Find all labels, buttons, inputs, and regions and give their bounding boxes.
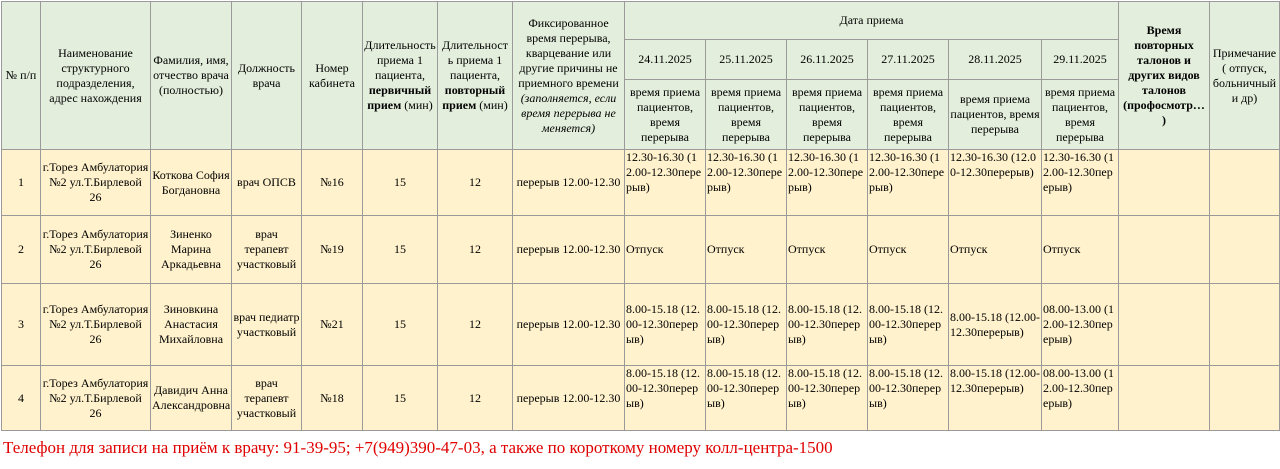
cell-day: 8.00-15.18 (12.00-12.30перерыв) [706,366,787,431]
cell-cabinet: №16 [302,150,363,216]
header-duration-repeat-text: Длительност ь приема 1 пациента, [442,38,508,82]
cell-position: врач терапевт участковый [232,216,302,284]
table-row [2,150,1280,216]
cell-duration-repeat: 12 [438,216,513,284]
header-break-text: Фиксированное время перерыва, кварцевание или другие причины не приемного времени [518,15,619,90]
cell-note [1210,150,1280,216]
header-duration-repeat [438,2,513,150]
cell-day: Отпуск [1042,216,1119,284]
cell-day: Отпуск [706,216,787,284]
header-subcolumn: время приема пациентов, время перерыва [706,80,787,150]
header-duration-repeat-unit: (мин) [479,98,508,112]
cell-day: 8.00-15.18 (12.00-12.30перерыв) [706,284,787,366]
cell-day: Отпуск [949,216,1042,284]
cell-day: 8.00-15.18 (12.00-12.30перерыв) [787,284,868,366]
cell-day: Отпуск [625,216,706,284]
cell-note [1210,284,1280,366]
header-duration-primary [363,2,438,150]
cell-name: Коткова София Богдановна [151,150,232,216]
cell-cabinet: №19 [302,216,363,284]
header-name: Фамилия, имя, отчество врача (полностью) [151,2,232,150]
header-subcolumn: время приема пациентов, время перерыва [949,80,1042,150]
cell-repeat-time [1119,216,1210,284]
schedule-table [1,1,1280,431]
cell-day: 12.30-16.30 (12.00-12.30перерыв) [868,150,949,216]
cell-dept: г.Торез Амбулатория №2 ул.Т.Бирлевой 26 [41,216,151,284]
cell-duration-primary: 15 [363,150,438,216]
header-date-group: Дата приема [625,2,1119,40]
cell-duration-primary: 15 [363,284,438,366]
cell-day: Отпуск [787,216,868,284]
cell-name: Зиненко Марина Аркадьевна [151,216,232,284]
booking-phone-notice: Телефон для записи на приём к врачу: 91-39-95; +7(949)390-47-03, а также по короткому номеру колл-центра-1500 [3,438,833,457]
cell-day: 08.00-13.00 (12.00-12.30перерыв) [1042,366,1119,431]
cell-repeat-time [1119,150,1210,216]
cell-num: 4 [2,366,41,431]
cell-day: 8.00-15.18 (12.00-12.30перерыв) [787,366,868,431]
cell-day: 8.00-15.18 (12.00-12.30перерыв) [949,284,1042,366]
table-row [2,216,1280,284]
cell-break: перерыв 12.00-12.30 [513,366,625,431]
cell-duration-primary: 15 [363,366,438,431]
cell-repeat-time [1119,366,1210,431]
cell-day: 12.30-16.30 (12.00-12.30перерыв) [1042,150,1119,216]
cell-num: 1 [2,150,41,216]
header-date: 25.11.2025 [706,40,787,80]
table-row [2,284,1280,366]
header-subcolumn: время приема пациентов, время перерыва [1042,80,1119,150]
cell-duration-repeat: 12 [438,284,513,366]
header-repeat-time-note: (профосмотр… ) [1123,98,1205,127]
cell-day: 12.30-16.30 (12.00-12.30перерыв) [787,150,868,216]
header-duration-primary-bold: первичный прием [367,83,432,112]
header-subcolumn: время приема пациентов, время перерыва [868,80,949,150]
cell-day: 8.00-15.18 (12.00-12.30перерыв) [868,284,949,366]
cell-duration-repeat: 12 [438,150,513,216]
cell-dept: г.Торез Амбулатория №2 ул.Т.Бирлевой 26 [41,366,151,431]
cell-num: 2 [2,216,41,284]
header-duration-primary-unit: (мин) [404,98,433,112]
header-repeat-time [1119,2,1210,150]
header-duration-primary-text: Длительность приема 1 пациента, [364,38,436,82]
header-break-note: (заполняется, если время перерыва не меняется) [520,90,617,135]
cell-position: врач терапевт участковый [232,366,302,431]
cell-cabinet: №21 [302,284,363,366]
header-duration-repeat-bold: повторный прием [442,83,506,112]
header-subcolumn: время приема пациентов, время перерыва [625,80,706,150]
cell-break: перерыв 12.00-12.30 [513,284,625,366]
cell-break: перерыв 12.00-12.30 [513,216,625,284]
cell-day: 8.00-15.18 (12.00-12.30перерыв) [625,366,706,431]
header-date: 24.11.2025 [625,40,706,80]
table-row [2,366,1280,431]
cell-position: врач педиатр участковый [232,284,302,366]
header-date: 27.11.2025 [868,40,949,80]
header-cabinet: Номер кабинета [302,2,363,150]
header-position: Должность врача [232,2,302,150]
cell-name: Давидич Анна Александровна [151,366,232,431]
cell-note [1210,366,1280,431]
cell-day: 12.30-16.30 (12.00-12.30перерыв) [949,150,1042,216]
cell-day: 8.00-15.18 (12.00-12.30перерыв) [625,284,706,366]
cell-break: перерыв 12.00-12.30 [513,150,625,216]
cell-repeat-time [1119,284,1210,366]
cell-day: 12.30-16.30 (12.00-12.30перерыв) [625,150,706,216]
cell-name: Зиновкина Анастасия Михайловна [151,284,232,366]
cell-cabinet: №18 [302,366,363,431]
cell-day: 12.30-16.30 (12.00-12.30перерыв) [706,150,787,216]
cell-day: 08.00-13.00 (12.00-12.30перерыв) [1042,284,1119,366]
cell-day: Отпуск [868,216,949,284]
header-date: 26.11.2025 [787,40,868,80]
header-repeat-time-text: Время повторных талонов и других видов талонов [1128,23,1200,97]
cell-duration-primary: 15 [363,216,438,284]
cell-dept: г.Торез Амбулатория №2 ул.Т.Бирлевой 26 [41,150,151,216]
cell-dept: г.Торез Амбулатория №2 ул.Т.Бирлевой 26 [41,284,151,366]
cell-duration-repeat: 12 [438,366,513,431]
header-date: 29.11.2025 [1042,40,1119,80]
cell-day: 8.00-15.18 (12.00-12.30перерыв) [868,366,949,431]
cell-note [1210,216,1280,284]
header-subcolumn: время приема пациентов, время перерыва [787,80,868,150]
header-dept: Наименование структурного подразделения, адрес нахождения [41,2,151,150]
header-break [513,2,625,150]
header-date: 28.11.2025 [949,40,1042,80]
cell-day: 8.00-15.18 (12.00-12.30перерыв) [949,366,1042,431]
header-note: Примечание ( отпуск, больничный и др) [1210,2,1280,150]
header-num: № п/п [2,2,41,150]
cell-num: 3 [2,284,41,366]
cell-position: врач ОПСВ [232,150,302,216]
